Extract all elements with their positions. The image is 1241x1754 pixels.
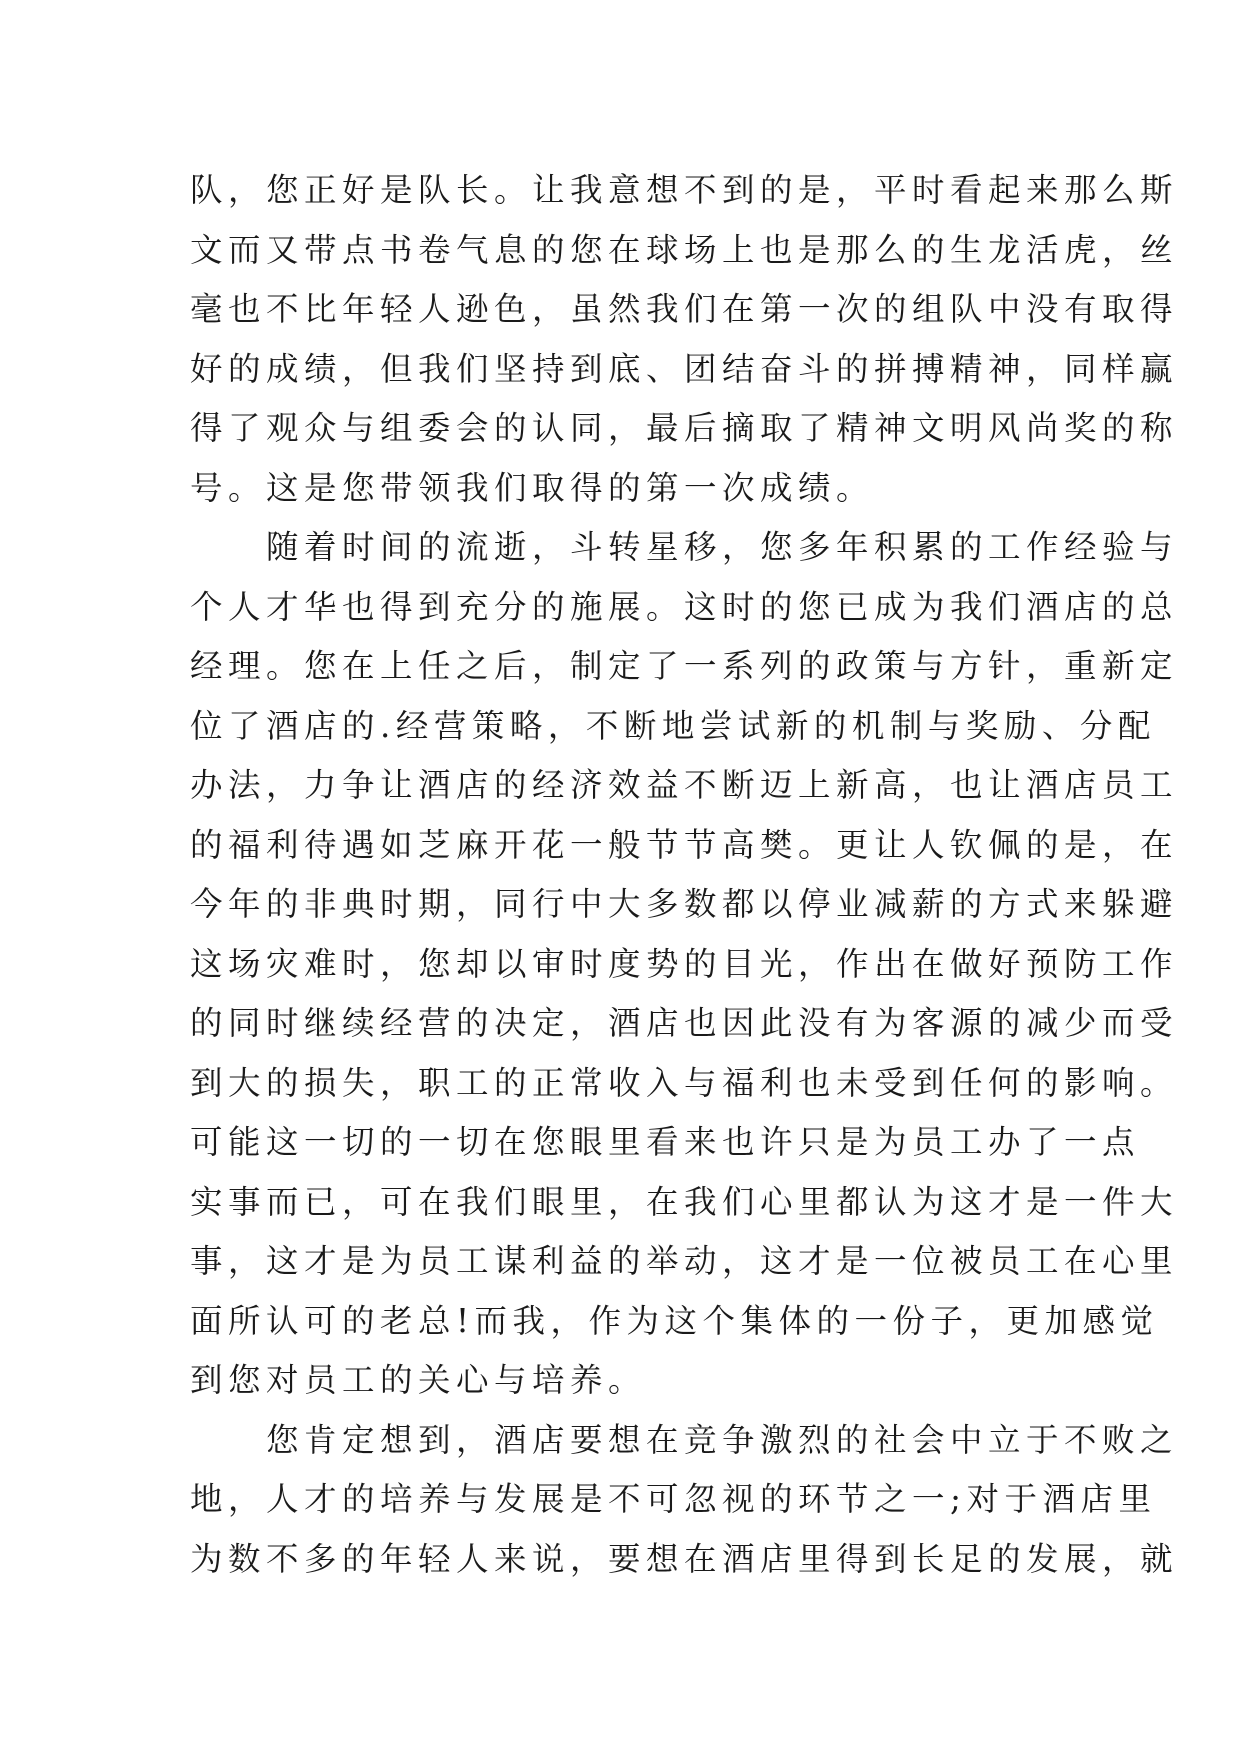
text-line: 实事而已，可在我们眼里，在我们心里都认为这才是一件大 (190, 1182, 1179, 1221)
text-line: 这场灾难时，您却以审时度势的目光，作出在做好预防工作 (190, 944, 1179, 983)
paragraph-start-line: 您肯定想到，酒店要想在竞争激烈的社会中立于不败之 (190, 1420, 1179, 1459)
text-line: 文而又带点书卷气息的您在球场上也是那么的生龙活虎，丝 (190, 230, 1179, 269)
text-line: 面所认可的老总!而我，作为这个集体的一份子，更加感觉 (190, 1301, 1159, 1340)
text-line: 的同时继续经营的决定，酒店也因此没有为客源的减少而受 (190, 1004, 1179, 1042)
text-line: 毫也不比年轻人逊色，虽然我们在第一次的组队中没有取得 (190, 290, 1179, 328)
text-line: 的福利待遇如芝麻开花一般节节高樊。更让人钦佩的是，在 (190, 825, 1179, 864)
body-text (190, 161, 1179, 1589)
text-line: 为数不多的年轻人来说，要想在酒店里得到长足的发展，就 (190, 1539, 1179, 1578)
text-line: 好的成绩，但我们坚持到底、团结奋斗的拼搏精神，同样赢 (190, 349, 1179, 388)
text-line: 可能这一切的一切在您眼里看来也许只是为员工办了一点 (190, 1123, 1141, 1161)
paragraph-start-line: 随着时间的流逝，斗转星移，您多年积累的工作经验与 (190, 528, 1179, 566)
text-line: 队，您正好是队长。让我意想不到的是，平时看起来那么斯 (190, 171, 1179, 209)
text-line: 个人才华也得到充分的施展。这时的您已成为我们酒店的总 (190, 587, 1179, 626)
text-line: 今年的非典时期，同行中大多数都以停业减薪的方式来躲避 (190, 885, 1179, 923)
text-line: 到大的损失，职工的正常收入与福利也未受到任何的影响。 (190, 1063, 1179, 1102)
text-line: 到您对员工的关心与培养。 (190, 1361, 647, 1399)
text-line: 经理。您在上任之后，制定了一系列的政策与方针，重新定 (190, 647, 1179, 685)
text-line: 办法，力争让酒店的经济效益不断迈上新高，也让酒店员工 (190, 766, 1179, 804)
text-line: 事，这才是为员工谋利益的举动，这才是一位被员工在心里 (190, 1242, 1179, 1280)
text-line: 地，人才的培养与发展是不可忽视的环节之一;对于酒店里 (190, 1480, 1157, 1518)
text-line: 位了酒店的.经营策略，不断地尝试新的机制与奖励、分配 (190, 706, 1156, 745)
text-line: 号。这是您带领我们取得的第一次成绩。 (190, 468, 875, 507)
text-line: 得了观众与组委会的认同，最后摘取了精神文明风尚奖的称 (190, 409, 1179, 447)
